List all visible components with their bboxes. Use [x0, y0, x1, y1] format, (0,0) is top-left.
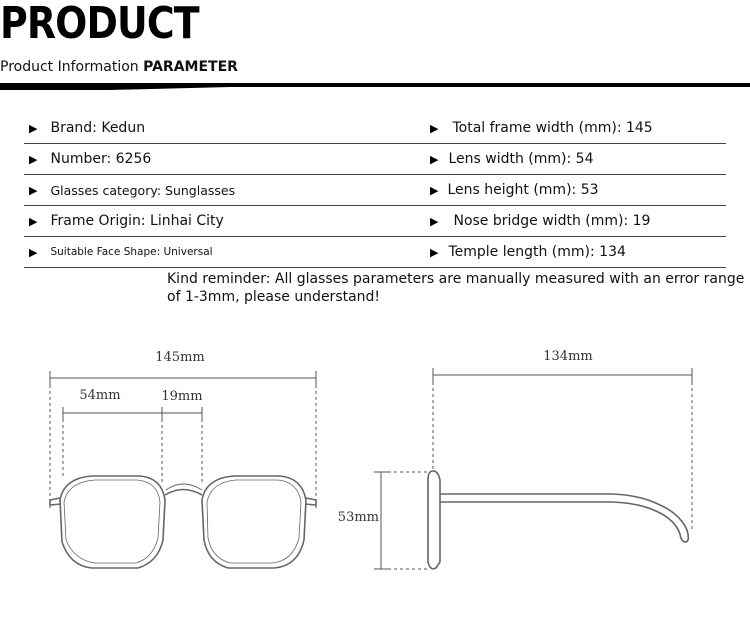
param-text: Nose bridge width (mm): 19 [453, 213, 651, 229]
subtitle-prefix: Product Information [0, 59, 144, 75]
total-width-label: 145mm [155, 350, 205, 365]
param-text: Temple length (mm): 134 [448, 244, 626, 260]
side-view-dimensions [374, 368, 692, 569]
param-text: Glasses category: Sunglasses [50, 182, 236, 198]
triangle-right-icon: ▶ [430, 214, 439, 228]
temple-length-label: 134mm [543, 349, 593, 364]
triangle-right-icon: ▶ [430, 245, 439, 259]
param-text: Total frame width (mm): 145 [452, 120, 653, 136]
param-text: Frame Origin: Linhai City [50, 213, 224, 229]
triangle-right-icon: ▶ [430, 183, 439, 197]
triangle-right-icon: ▶ [430, 152, 439, 166]
kind-reminder: Kind reminder: All glasses parameters are manually measured with an error range of 1-3mm, please understand! [167, 271, 745, 305]
triangle-right-icon: ▶ [430, 121, 439, 135]
lens-width-label: 54mm [79, 388, 121, 403]
lens-height-label: 53mm [337, 510, 379, 525]
param-text: Suitable Face Shape: Universal [50, 246, 213, 258]
triangle-right-icon: ▶ [29, 121, 38, 135]
param-text: Lens height (mm): 53 [447, 182, 599, 198]
subtitle-bold: PARAMETER [143, 59, 238, 75]
triangle-right-icon: ▶ [29, 183, 38, 197]
param-text: Brand: Kedun [50, 120, 146, 136]
bridge-width-label: 19mm [161, 389, 203, 404]
triangle-right-icon: ▶ [29, 152, 38, 166]
param-text: Number: 6256 [50, 151, 152, 167]
triangle-right-icon: ▶ [29, 245, 38, 259]
page-title: PRODUCT [0, 0, 199, 49]
glasses-side-icon [428, 471, 688, 569]
triangle-right-icon: ▶ [29, 214, 38, 228]
glasses-front-icon [50, 476, 316, 568]
param-text: Lens width (mm): 54 [448, 151, 594, 167]
